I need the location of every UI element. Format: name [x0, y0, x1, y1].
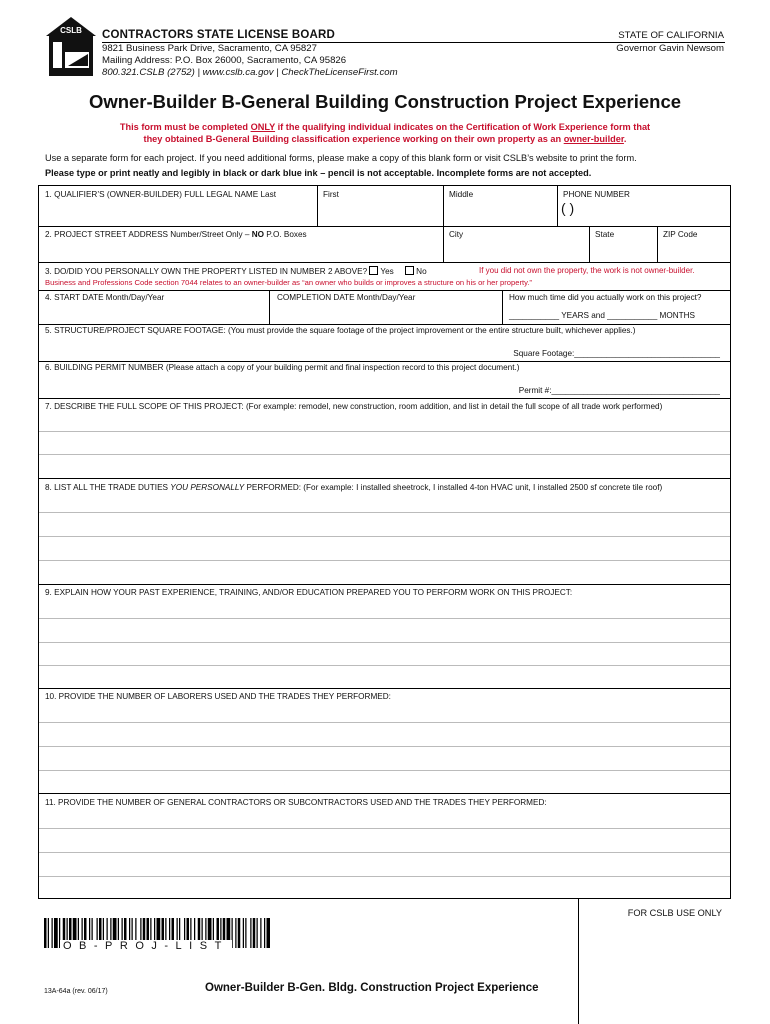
- phone-label: PHONE NUMBER: [563, 190, 630, 199]
- no-label: No: [416, 267, 427, 276]
- time-worked-label: How much time did you actually work on this project?: [509, 293, 702, 302]
- org-contact: 800.321.CSLB (2752) | www.cslb.ca.gov | CheckTheLicenseFirst.com: [102, 67, 398, 78]
- barcode-bar: [243, 918, 244, 948]
- q1-label: 1. QUALIFIER’S (OWNER-BUILDER) FULL LEGAL NAME Last: [45, 190, 276, 199]
- q2-label: 2. PROJECT STREET ADDRESS Number/Street Only – NO P.O. Boxes: [45, 230, 307, 239]
- square-footage-field[interactable]: Square Footage:________________________________: [513, 349, 720, 358]
- instructions-line-2: Please type or print neatly and legibly in black or dark blue ink – pencil is not acceptable. Incomplete forms are not accepted.: [45, 168, 592, 178]
- notice-line-1: This form must be completed ONLY if the qualifying individual indicates on the Certification of Work Experience form that: [119, 122, 651, 132]
- q3-code-note: Business and Professions Code section 7044 relates to an owner-builder as “an owner who builds or improves a structure on his or her property.”: [45, 278, 532, 287]
- org-mailing-address: Mailing Address: P.O. Box 26000, Sacramento, CA 95826: [102, 55, 347, 66]
- notice-owner-builder: owner-builder: [563, 134, 624, 144]
- no-checkbox[interactable]: [405, 266, 414, 275]
- completion-label: COMPLETION DATE Month/Day/Year: [277, 293, 416, 302]
- form-grid: [38, 185, 731, 899]
- barcode-bar: [235, 918, 236, 948]
- cslb-logo: [44, 16, 98, 78]
- q3-red-note: If you did not own the property, the work is not owner-builder.: [479, 266, 695, 275]
- q11-line[interactable]: [39, 876, 730, 877]
- barcode-bar: [250, 918, 251, 948]
- q6-label: 6. BUILDING PERMIT NUMBER (Please attach a copy of your building permit and final inspection record to this project document.): [45, 363, 520, 372]
- q8-line[interactable]: [39, 536, 730, 537]
- q4-label: 4. START DATE Month/Day/Year: [45, 293, 165, 302]
- q9-label: 9. EXPLAIN HOW YOUR PAST EXPERIENCE, TRAINING, AND/OR EDUCATION PREPARED YOU TO PERFORM WORK ON THIS PROJECT:: [45, 588, 573, 597]
- barcode-bar: [48, 918, 49, 948]
- q10-line[interactable]: [39, 722, 730, 723]
- notice-only: ONLY: [250, 122, 276, 132]
- q11-line[interactable]: [39, 852, 730, 853]
- barcode-bar: [44, 918, 47, 948]
- q10-label: 10. PROVIDE THE NUMBER OF LABORERS USED AND THE TRADES THEY PERFORMED:: [45, 692, 391, 701]
- q10-line[interactable]: [39, 770, 730, 771]
- form-title: Owner-Builder B-General Building Construction Project Experience: [88, 91, 682, 112]
- yes-label: Yes: [380, 267, 394, 276]
- cslb-use-label: FOR CSLB USE ONLY: [627, 908, 722, 918]
- q9-line[interactable]: [39, 618, 730, 619]
- barcode-bar: [264, 918, 265, 948]
- q7-label: 7. DESCRIBE THE FULL SCOPE OF THIS PROJECT: (For example: remodel, new construction, room addition, and list in detail the full scope of all trade work performed): [45, 402, 663, 411]
- q9-line[interactable]: [39, 642, 730, 643]
- q10-line[interactable]: [39, 746, 730, 747]
- barcode-bar: [253, 918, 256, 948]
- barcode-bar: [267, 918, 271, 948]
- barcode-text: OB-PROJ-LIST: [60, 940, 232, 952]
- form-number: 13A-64a (rev. 06/17): [44, 988, 108, 995]
- barcode-bar: [260, 918, 261, 948]
- q7-line[interactable]: [39, 454, 730, 455]
- org-address: 9821 Business Park Drive, Sacramento, CA 95827: [102, 43, 317, 54]
- barcode-bar: [54, 918, 58, 948]
- yes-checkbox[interactable]: [369, 266, 378, 275]
- zip-label: ZIP Code: [663, 230, 698, 239]
- q7-line[interactable]: [39, 431, 730, 432]
- q9-line[interactable]: [39, 665, 730, 666]
- q8-label: 8. LIST ALL THE TRADE DUTIES YOU PERSONALLY PERFORMED: (For example: I installed sheetrock, I installed 4-ton HVAC unit, I installed 2500 sf concrete tile roof): [45, 483, 663, 492]
- q8-line[interactable]: [39, 512, 730, 513]
- q11-line[interactable]: [39, 828, 730, 829]
- barcode-bar: [245, 918, 246, 948]
- phone-parens: ( ): [561, 200, 575, 216]
- q3-label: 3. DO/DID YOU PERSONALLY OWN THE PROPERTY LISTED IN NUMBER 2 ABOVE? Yes No: [45, 267, 427, 276]
- state-label: STATE OF CALIFORNIA: [618, 30, 724, 41]
- notice-line-2: they obtained B-General Building classification experience working on their own property as an owner-builder.: [143, 134, 627, 144]
- q11-label: 11. PROVIDE THE NUMBER OF GENERAL CONTRACTORS OR SUBCONTRACTORS USED AND THE TRADES THEY PERFORMED:: [45, 798, 547, 807]
- middle-label: Middle: [449, 190, 474, 199]
- instructions-line-1: Use a separate form for each project. If you need additional forms, please make a copy of this blank form or visit CSLB’s website to print the form.: [45, 153, 637, 163]
- years-months-field[interactable]: ___________ YEARS and ___________ MONTHS: [509, 311, 696, 320]
- barcode-bar: [257, 918, 258, 948]
- q8-line[interactable]: [39, 560, 730, 561]
- barcode-bar: [52, 918, 53, 948]
- org-name: CONTRACTORS STATE LICENSE BOARD: [102, 29, 336, 41]
- barcode-bar: [238, 918, 241, 948]
- q5-label: 5. STRUCTURE/PROJECT SQUARE FOOTAGE: (You must provide the square footage of the project improvement or the entire structure built, whichever applies.): [45, 326, 636, 335]
- state-field-label: State: [595, 230, 615, 239]
- logo-text: CSLB: [60, 26, 82, 35]
- permit-number-field[interactable]: Permit #:_____________________________________: [518, 386, 720, 395]
- city-label: City: [449, 230, 464, 239]
- first-label: First: [323, 190, 339, 199]
- footer-title: Owner-Builder B-Gen. Bldg. Construction Project Experience: [205, 982, 539, 994]
- governor-label: Governor Gavin Newsom: [616, 43, 724, 54]
